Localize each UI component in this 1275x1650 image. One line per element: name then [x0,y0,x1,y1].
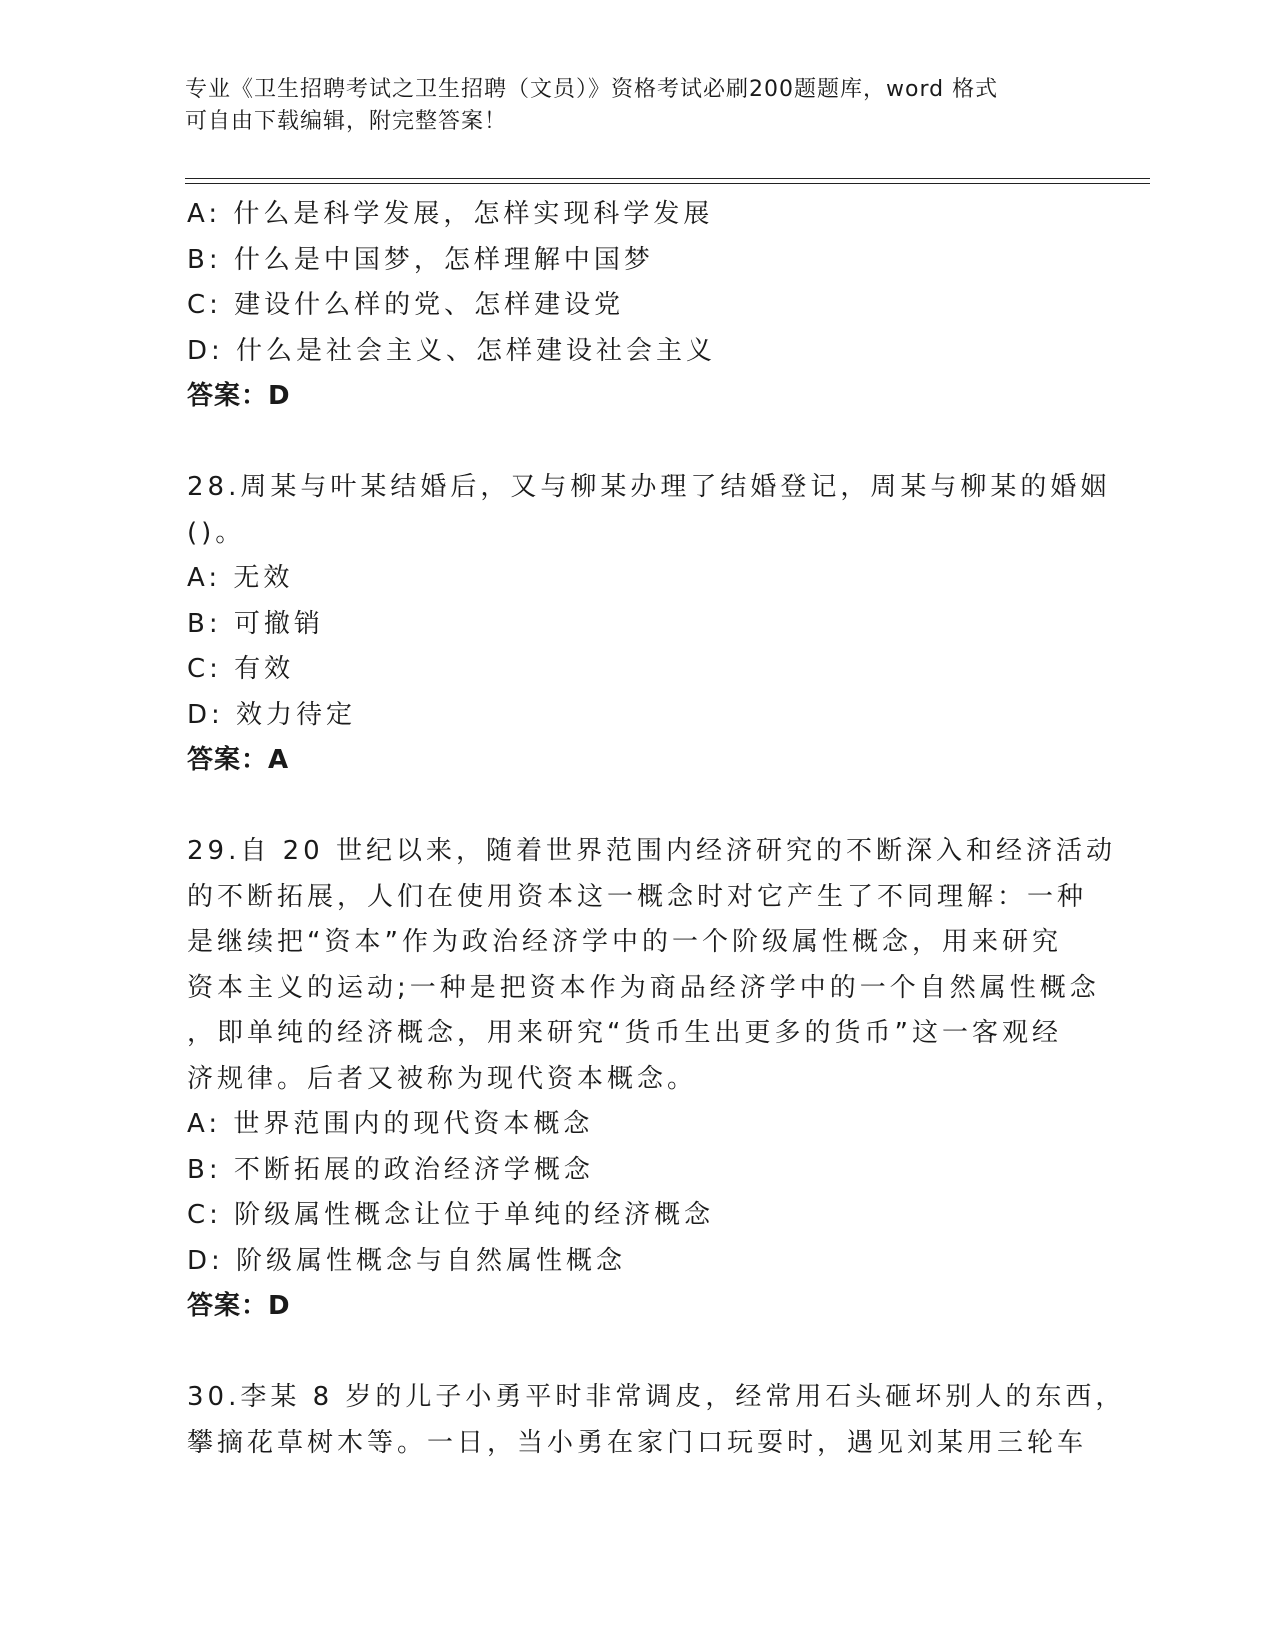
question-28-option-a: A: 无效 [187,563,294,593]
question-29-option-a: A: 世界范围内的现代资本概念 [187,1109,594,1139]
question-27-option-b: B: 什么是中国梦，怎样理解中国梦 [187,244,654,275]
question-28-block [187,465,1111,784]
document-body [187,192,1126,1466]
question-27-block [187,192,1087,420]
question-29-text-line: 济规律。后者又被称为现代资本概念。 [187,1063,698,1094]
question-29-text-line: 的不断拓展，人们在使用资本这一概念时对它产生了不同理解：一种 [187,881,1088,912]
document-header [185,74,1065,138]
question-27-answer: 答案：D [187,381,291,411]
question-29-option-d: D: 阶级属性概念与自然属性概念 [187,1245,627,1276]
question-29-text-line: 是继续把“资本”作为政治经济学中的一个阶级属性概念，用来研究 [187,927,1062,957]
question-29-block [187,829,1116,1330]
question-29-text-line: 29.自 20 世纪以来，随着世界范围内经济研究的不断深入和经济活动 [187,836,1116,866]
question-27-option-c: C: 建设什么样的党、怎样建设党 [187,290,625,320]
spacer [187,420,1087,466]
spacer [187,1330,1087,1376]
question-30-text-line: 30.李某 8 岁的儿子小勇平时非常调皮，经常用石头砸坏别人的东西， [187,1382,1126,1412]
question-29-text-line: 资本主义的运动;一种是把资本作为商品经济学中的一个自然属性概念 [187,972,1100,1003]
header-divider-top [185,178,1150,179]
spacer [187,784,1087,830]
question-28-text-line: ()。 [187,517,246,548]
header-line-2: 可自由下载编辑，附完整答案！ [185,109,508,134]
question-29-answer: 答案：D [187,1291,291,1321]
question-28-option-c: C: 有效 [187,654,295,684]
question-27-option-a: A: 什么是科学发展，怎样实现科学发展 [187,199,714,229]
header-line-1: 专业《卫生招聘考试之卫生招聘（文员）》资格考试必刷200题题库，word 格式 [185,77,999,102]
question-28-answer: 答案：A [187,745,290,775]
question-28-text-line: 28.周某与叶某结婚后，又与柳某办理了结婚登记，周某与柳某的婚姻 [187,472,1111,502]
question-30-text-line: 攀摘花草树木等。一日，当小勇在家门口玩耍时，遇见刘某用三轮车 [187,1427,1088,1458]
question-29-text-line: ，即单纯的经济概念，用来研究“货币生出更多的货币”这一客观经 [187,1018,1062,1048]
question-28-option-b: B: 可撤销 [187,608,324,639]
question-27-option-d: D: 什么是社会主义、怎样建设社会主义 [187,335,717,366]
question-30-block [187,1375,1126,1466]
question-28-option-d: D: 效力待定 [187,699,357,730]
header-divider-bottom [185,183,1150,184]
question-29-option-b: B: 不断拓展的政治经济学概念 [187,1154,594,1185]
question-29-option-c: C: 阶级属性概念让位于单纯的经济概念 [187,1200,715,1230]
